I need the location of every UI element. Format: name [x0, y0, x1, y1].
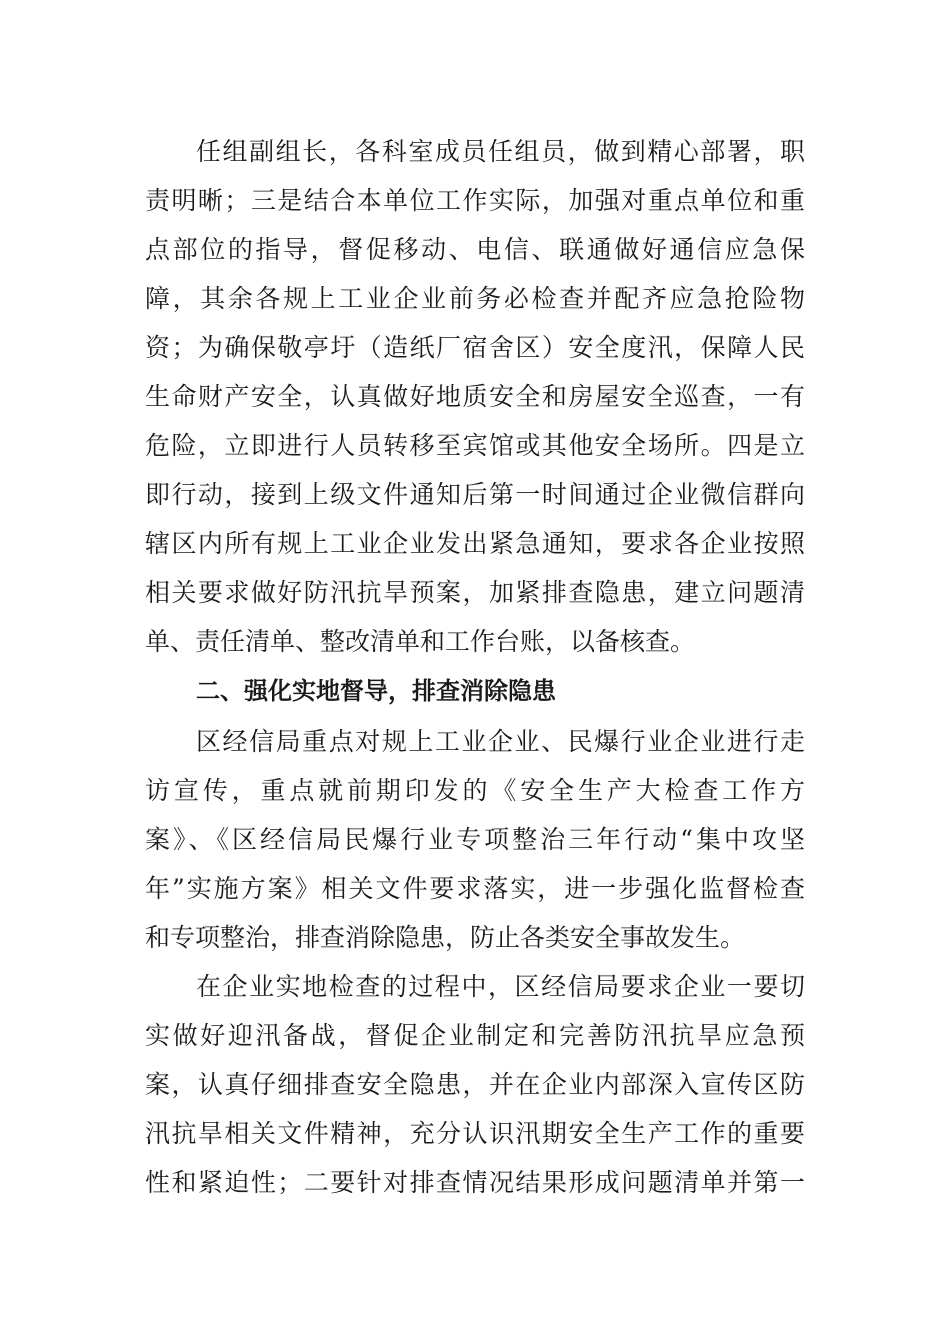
p1-line-5: 资；为确保敬亭圩（造纸厂宿舍区）安全度汛，保障人民	[145, 333, 805, 362]
p1-line-8: 即行动，接到上级文件通知后第一时间通过企业微信群向	[145, 480, 805, 509]
p3-line-5: 性和紧迫性；二要针对排查情况结果形成问题清单并第一	[145, 1168, 805, 1197]
p1-line-7: 危险，立即进行人员转移至宾馆或其他安全场所。四是立	[145, 431, 805, 460]
section-heading-2: 二、强化实地督导，排查消除隐患	[196, 677, 556, 705]
p2-line-3: 案》、《区经信局民爆行业专项整治三年行动“集中攻坚	[145, 825, 805, 854]
p1-line-3: 点部位的指导，督促移动、电信、联通做好通信应急保	[145, 235, 805, 264]
p3-line-1: 在企业实地检查的过程中，区经信局要求企业一要切	[196, 972, 805, 1001]
p1-line-2: 责明晰；三是结合本单位工作实际，加强对重点单位和重	[145, 186, 805, 215]
p1-line-1: 任组副组长，各科室成员任组员，做到精心部署，职	[196, 137, 805, 166]
p3-line-3: 案，认真仔细排查安全隐患，并在企业内部深入宣传区防	[145, 1070, 805, 1099]
p1-line-11: 单、责任清单、整改清单和工作台账，以备核查。	[145, 627, 696, 656]
p2-line-5: 和专项整治，排查消除隐患，防止各类安全事故发生。	[145, 923, 746, 952]
p1-line-4: 障，其余各规上工业企业前务必检查并配齐应急抢险物	[145, 284, 805, 313]
p2-line-4: 年”实施方案》相关文件要求落实，进一步强化监督检查	[145, 874, 805, 903]
p1-line-6: 生命财产安全，认真做好地质安全和房屋安全巡查，一有	[145, 382, 805, 411]
p3-line-2: 实做好迎汛备战，督促企业制定和完善防汛抗旱应急预	[145, 1021, 805, 1050]
p3-line-4: 汛抗旱相关文件精神，充分认识汛期安全生产工作的重要	[145, 1119, 805, 1148]
p2-line-1: 区经信局重点对规上工业企业、民爆行业企业进行走	[196, 727, 805, 756]
p1-line-9: 辖区内所有规上工业企业发出紧急通知，要求各企业按照	[145, 529, 805, 558]
p1-line-10: 相关要求做好防汛抗旱预案，加紧排查隐患，建立问题清	[145, 578, 805, 607]
p2-line-2: 访宣传，重点就前期印发的《安全生产大检查工作方	[145, 776, 805, 805]
